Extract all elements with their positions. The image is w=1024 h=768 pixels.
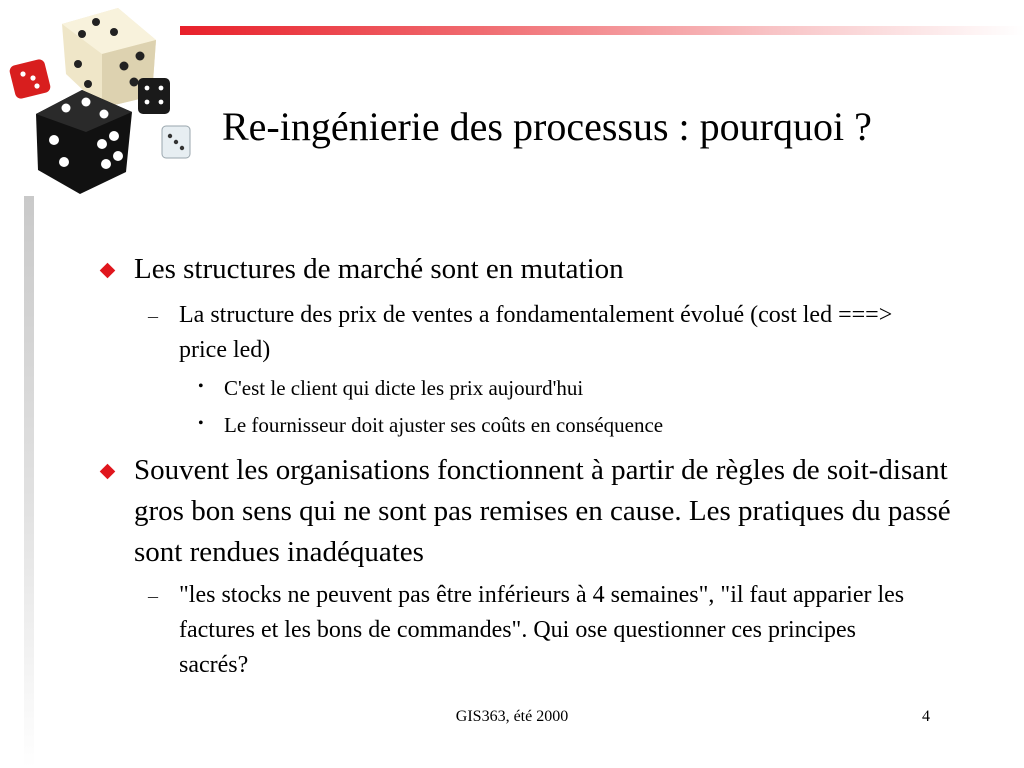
footer-page-number: 4: [922, 708, 930, 725]
sub-sub-bullet-text: C'est le client qui dicte les prix aujourd'hui: [224, 376, 584, 400]
red-diamond-icon: [100, 464, 116, 480]
dash-bullet-icon: –: [148, 585, 158, 607]
footer-course: GIS363, été 2000: [455, 708, 569, 725]
sub-sub-bullet-text: Le fournisseur doit ajuster ses coûts en conséquence: [224, 413, 664, 437]
bullet-text: Les structures de marché sont en mutation: [134, 253, 624, 285]
red-diamond-icon: [100, 263, 116, 279]
dot-bullet-icon: •: [198, 415, 204, 432]
dot-bullet-icon: •: [198, 378, 204, 395]
sub-bullet-text: La structure des prix de ventes a fondamentalement évolué (cost led ===> price led): [179, 302, 893, 363]
sub-bullet-text: "les stocks ne peuvent pas être inférieurs à 4 semaines", "il faut apparier les factures et les bons de commandes". Qui ose questionner ces principes sacrés?: [179, 582, 905, 678]
bullet-text: Souvent les organisations fonctionnent à partir de règles de soit-disant gros bon sens qui ne sont pas remises en cause. Les pratiques du passé sont rendues inadéquates: [134, 454, 951, 568]
slide-title: Re-ingénierie des processus : pourquoi ?: [222, 104, 872, 149]
dash-bullet-icon: –: [148, 305, 158, 327]
